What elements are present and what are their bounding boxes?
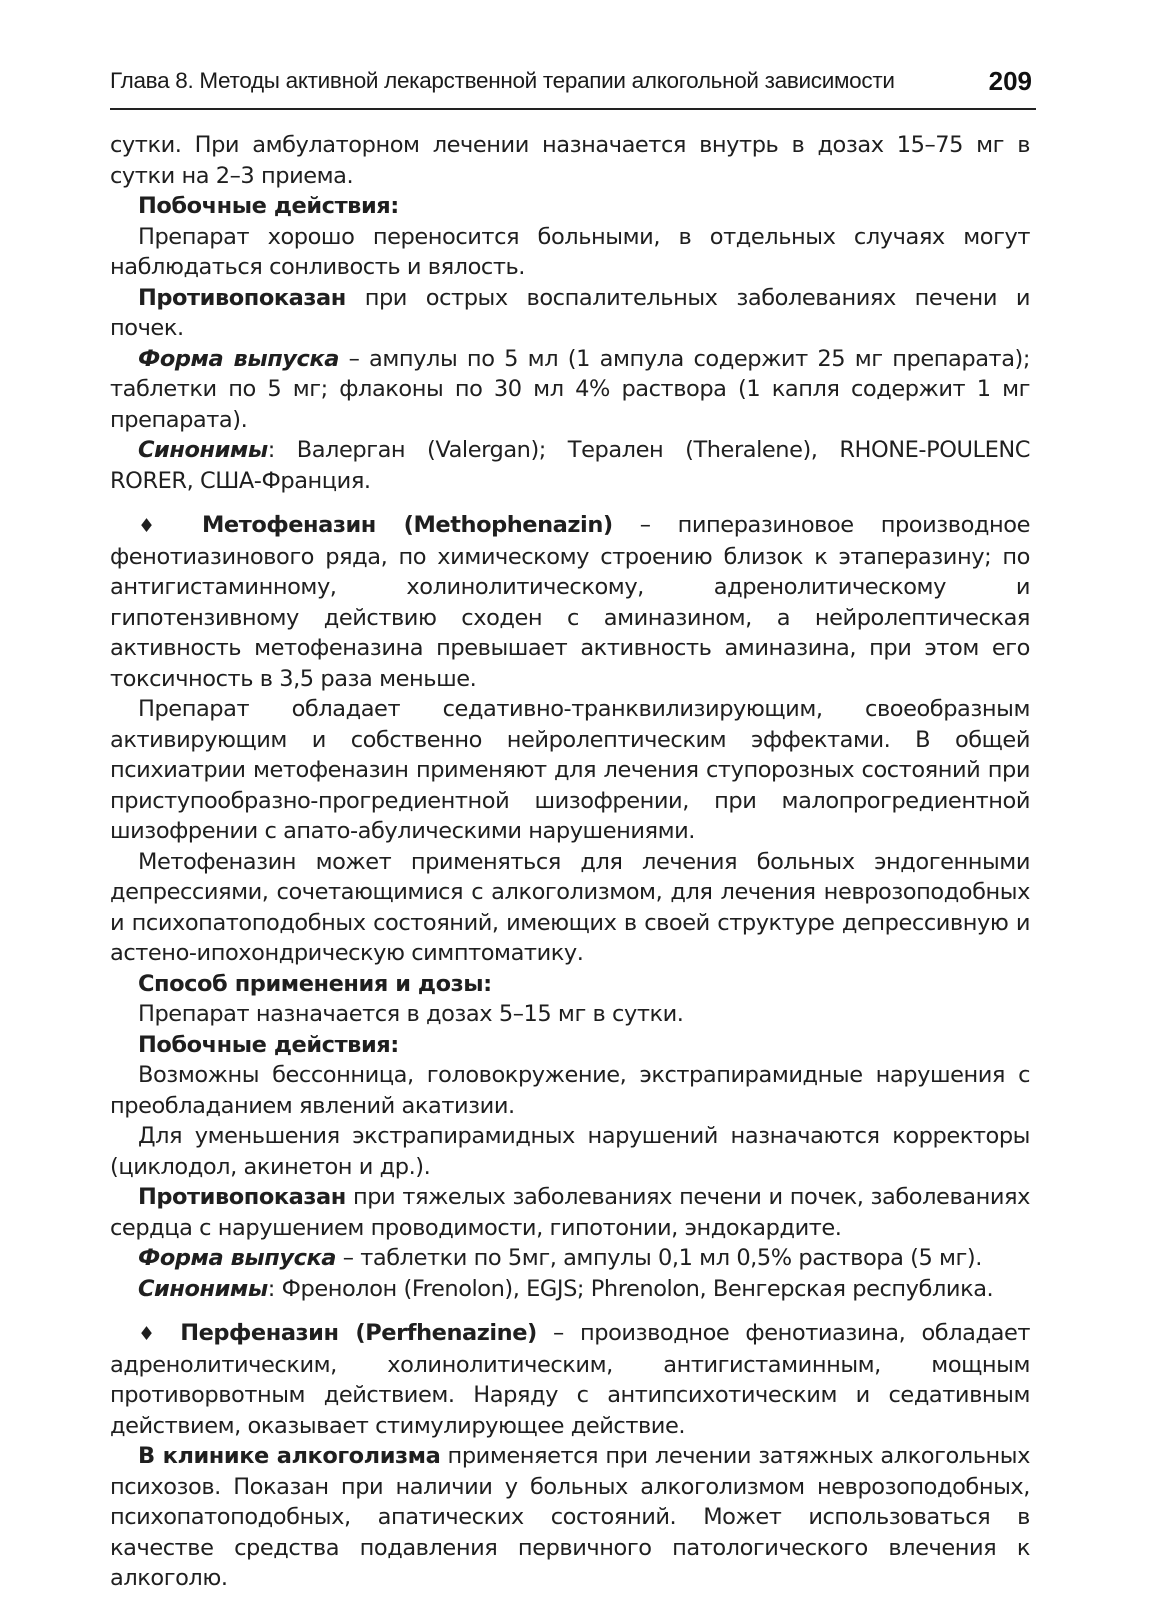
paragraph: Возможны бессонница, головокружение, экстрапирамидные нарушения с преобладанием явлений акатизии.	[110, 1062, 1030, 1119]
paragraph-text: применяется при лечении затяжных алкогольных психозов. Показан при наличии у больных алкоголизмом неврозоподобных, психопатоподобных, апатических состояний. Может использоваться в качестве средства подавления первичного патологического влечения к алкоголю.	[110, 1443, 1030, 1591]
paragraph	[110, 435, 1030, 496]
release-form-label: Форма выпуска	[138, 1245, 337, 1271]
paragraph-text: – таблетки по 5мг, ампулы 0,1 мл 0,5% раствора (5 мг).	[336, 1245, 982, 1271]
page-body	[110, 130, 1030, 1594]
paragraph	[110, 1441, 1030, 1594]
header-divider	[110, 108, 1036, 110]
section-heading	[110, 969, 1030, 1000]
heading-text: Побочные действия:	[138, 1031, 399, 1058]
drug-entry	[110, 510, 1030, 694]
running-header	[110, 68, 1040, 108]
paragraph: Метофеназин может применяться для лечения больных эндогенными депрессиями, сочетающимися с алкоголизмом, для лечения неврозоподобных и психопатоподобных состояний, имеющих в своей структуре депрессивную и астено-ипохондрическую симптоматику.	[110, 848, 1030, 966]
section-heading	[110, 1030, 1030, 1061]
heading-text: Побочные действия:	[138, 193, 399, 219]
release-form-label: Форма выпуска	[138, 345, 339, 372]
page-number: 209	[988, 66, 1032, 96]
diamond-bullet-icon: ♦	[138, 515, 175, 537]
drug-entry	[110, 1318, 1030, 1441]
paragraph-text: : Френолон (Frenolon), EGJS; Phrenolon, Венгерская республика.	[267, 1275, 994, 1302]
paragraph-text: при острых воспалительных заболеваниях печени и почек.	[110, 284, 1030, 341]
paragraph-text: – производное фенотиазина, обладает адренолитическим, холинолитическим, антигистаминным, мощным противорвотным действием. Наряду с антипсихотическим и седативным действием, оказывает стимулирующее действие.	[110, 1320, 1030, 1439]
clinic-label: В клинике алкоголизма	[138, 1443, 441, 1469]
diamond-bullet-icon: ♦	[138, 1323, 165, 1345]
paragraph: сутки. При амбулаторном лечении назначается внутрь в дозах 15–75 мг в сутки на 2–3 приема.	[110, 132, 1030, 189]
contraindication-label: Противопоказан	[138, 1184, 346, 1210]
paragraph	[110, 283, 1030, 344]
synonyms-label: Синонимы	[138, 437, 268, 463]
heading-text: Способ применения и дозы:	[138, 970, 492, 997]
paragraph-text: при тяжелых заболеваниях печени и почек, заболеваниях сердца с нарушением проводимости, гипотонии, эндокардите.	[110, 1184, 1030, 1241]
paragraph	[110, 1274, 1030, 1305]
chapter-title: Глава 8. Методы активной лекарственной терапии алкогольной зависимости	[110, 68, 895, 93]
paragraph: Препарат обладает седативно-транквилизирующим, своеобразным активирующим и собственно нейролептическим эффектами. В общей психиатрии метофеназин применяют для лечения ступорозных состояний при приступообразно-прогредиентной шизофрении, при малопрогредиентной шизофрении с апато-абулическими нарушениями.	[110, 696, 1030, 844]
synonyms-label: Синонимы	[138, 1275, 268, 1302]
paragraph: Препарат хорошо переносится больными, в отдельных случаях могут наблюдаться сонливость и вялость.	[110, 223, 1030, 280]
drug-name: Метофеназин (Methophenazin)	[201, 512, 613, 538]
paragraph: Для уменьшения экстрапирамидных нарушений назначаются корректоры (циклодол, акинетон и др.).	[110, 1123, 1030, 1180]
paragraph	[110, 1182, 1030, 1243]
paragraph-text: – пиперазиновое производное фенотиазинового ряда, по химическому строению близок к этаперазину; по антигистаминному, холинолитическому, адренолитическому и гипотензивному действию сходен с аминазином, а нейролептическая активность метофеназина превышает активность аминазина, при этом его токсичность в 3,5 раза меньше.	[110, 512, 1030, 692]
section-heading	[110, 191, 1030, 222]
paragraph: Препарат назначается в дозах 5–15 мг в сутки.	[138, 1001, 684, 1027]
paragraph	[110, 344, 1030, 436]
drug-name: Перфеназин (Perfhenazine)	[180, 1320, 537, 1346]
paragraph-text: : Валерган (Valergan); Терален (Theralene), RHONE-POULENC RORER, США-Франция.	[110, 437, 1030, 494]
contraindication-label: Противопоказан	[138, 284, 346, 311]
paragraph	[110, 1243, 1030, 1274]
paragraph-text: – ампулы по 5 мл (1 ампула содержит 25 мг препарата); таблетки по 5 мг; флаконы по 30 мл 4% раствора (1 капля содержит 1 мг препарата).	[110, 345, 1030, 433]
